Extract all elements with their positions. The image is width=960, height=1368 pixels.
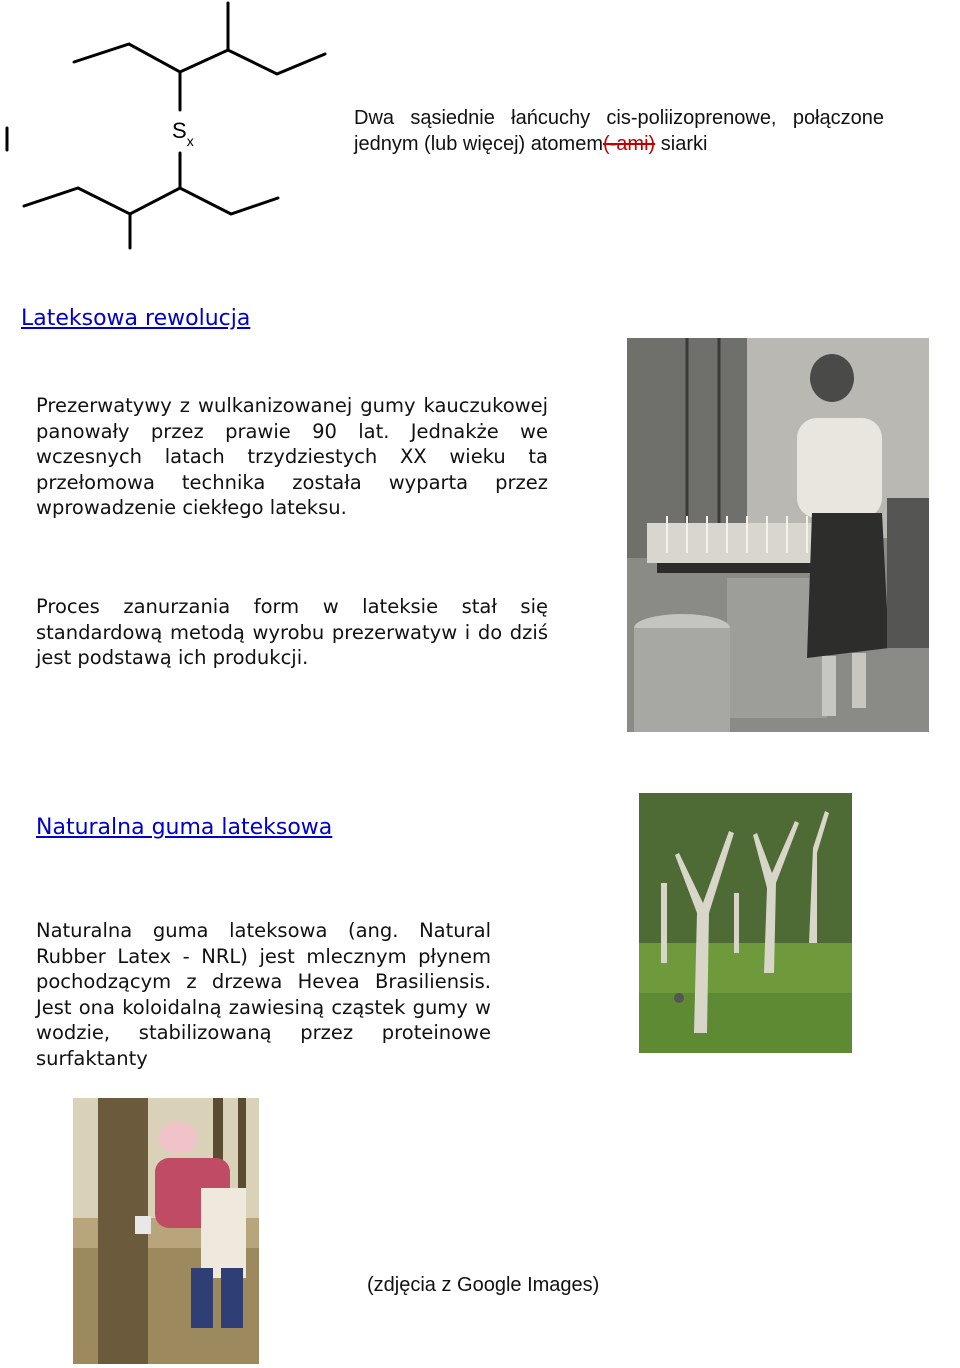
upper-chain-bond	[74, 44, 325, 74]
section1-paragraph2: Proces zanurzania form w lateksie stał się standardową metodą wyrobu prezerwatyw i do dziś jest podstawą ich produkcji.	[36, 595, 548, 669]
sulfur-label: $S_x$	[172, 118, 194, 149]
photo-credit: (zdjęcia z Google Images)	[367, 1274, 600, 1296]
molecule-caption-struck: (-ami)	[602, 132, 656, 155]
molecule-diagram	[0, 0, 340, 250]
section-heading-latex-revolution[interactable]: Lateksowa rewolucja	[21, 306, 251, 331]
section1-paragraph1: Prezerwatywy z wulkanizowanej gumy kauczukowej panowały przez prawie 90 lat. Jednakże we wczesnych latach trzydziestych XX wieku ta przełomowa technika została wyparta przez wprowadzenie ciekłego lateksu.	[36, 394, 548, 519]
molecule-caption	[354, 106, 884, 157]
lower-chain-bond	[24, 188, 278, 214]
rubber-plantation-photo	[639, 793, 852, 1053]
molecule-caption-end: siarki	[660, 132, 708, 155]
molecule-caption-text: Dwa sąsiednie łańcuchy cis-poliizoprenowe, połączone jednym (lub więcej) atomem	[354, 107, 884, 155]
latex-tapping-photo	[73, 1098, 259, 1364]
dipping-process-photo	[627, 338, 929, 732]
section2-paragraph: Naturalna guma lateksowa (ang. Natural Rubber Latex - NRL) jest mlecznym płynem pochodzącym z drzewa Hevea Brasiliensis. Jest ona koloidalną zawiesiną cząstek gumy w wodzie, stabilizowaną przez proteinowe surfaktanty	[36, 919, 491, 1070]
section-heading-natural-latex[interactable]: Naturalna guma lateksowa	[36, 815, 333, 840]
